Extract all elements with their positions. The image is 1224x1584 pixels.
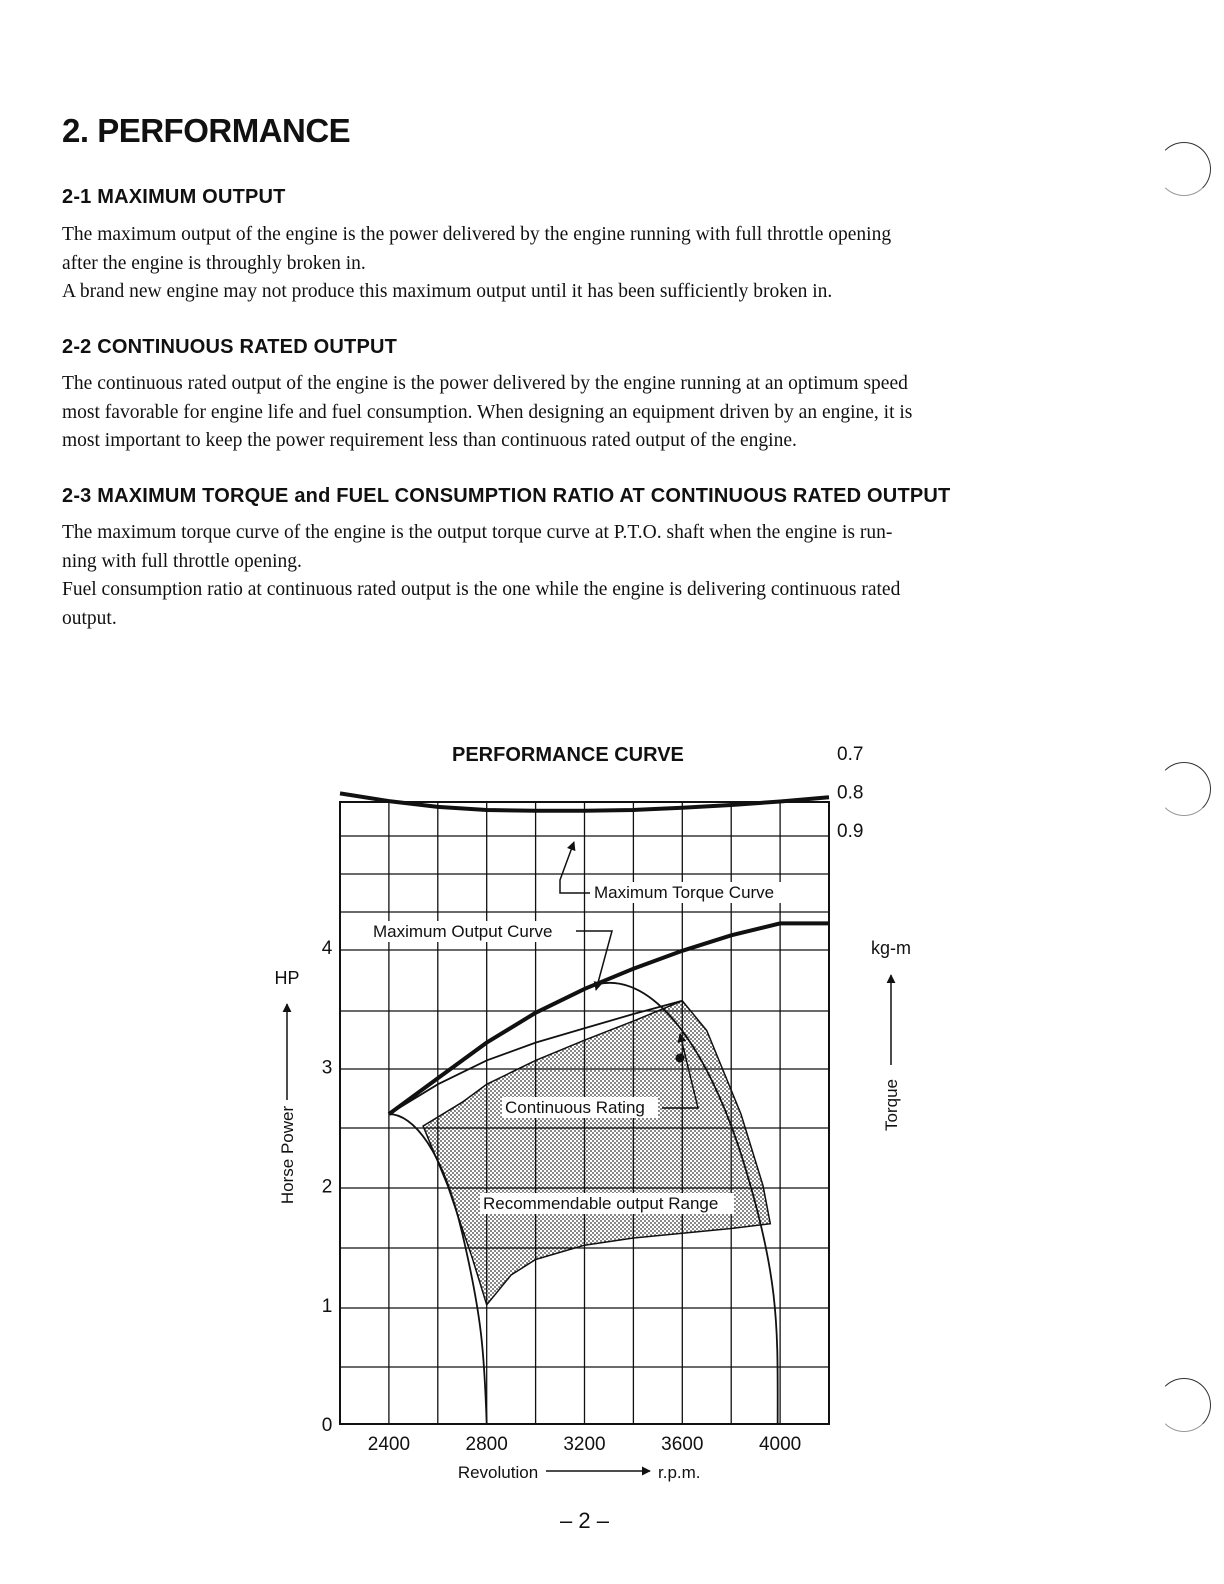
annotation-arrow-torque	[560, 842, 590, 893]
continuous-rating-point	[676, 1054, 685, 1063]
text-line: after the engine is throughly broken in.	[62, 252, 366, 274]
x-axis-label: Revolution	[457, 1463, 539, 1482]
text-line: output.	[62, 607, 117, 629]
y-left-tick-label: 1	[321, 1295, 333, 1317]
x-tick-label: 3200	[563, 1434, 606, 1455]
y-right-tick-label: 0.8	[837, 782, 864, 804]
y-right-tick-label: 0.9	[837, 821, 864, 842]
y-left-axis-label: Horse Power	[278, 1105, 297, 1205]
annotation-maximum-torque-curve: Maximum Torque Curve	[594, 883, 775, 902]
section-heading-maximum-output: 2-1 MAXIMUM OUTPUT	[62, 186, 286, 208]
text-line: most favorable for engine life and fuel consumption. When designing an equipment driven by an engine, it is	[62, 401, 913, 423]
y-right-unit: kg-m	[871, 938, 911, 958]
text-line: ning with full throttle opening.	[62, 550, 302, 572]
annotation-continuous-rating: Continuous Rating	[505, 1098, 645, 1117]
y-left-tick-label: 4	[321, 938, 333, 960]
page-number: – 2 –	[560, 1508, 609, 1533]
recommendable-range-area	[423, 1001, 770, 1305]
y-left-tick-label: 0	[321, 1415, 333, 1436]
y-left-tick-label: 2	[321, 1176, 333, 1198]
text-line: The maximum torque curve of the engine is the output torque curve at P.T.O. shaft when the engine is run-	[62, 522, 893, 543]
chart-title: PERFORMANCE CURVE	[452, 744, 684, 766]
text-line: A brand new engine may not produce this maximum output until it has been sufficiently broken in.	[62, 281, 833, 302]
x-tick-label: 4000	[758, 1434, 802, 1455]
text-line: Fuel consumption ratio at continuous rated output is the one while the engine is delivering continuous rated	[62, 579, 901, 600]
text-line: The continuous rated output of the engine is the power delivered by the engine running at an optimum speed	[62, 373, 908, 394]
y-right-axis-label: Torque	[882, 1079, 901, 1131]
annotation-maximum-output-curve: Maximum Output Curve	[373, 922, 553, 941]
annotation-recommendable-range: Recommendable output Range	[483, 1194, 719, 1213]
text-line: most important to keep the power requirement less than continuous rated output of the engine.	[62, 430, 797, 451]
x-tick-label: 3600	[661, 1434, 704, 1455]
x-axis-unit: r.p.m.	[658, 1463, 701, 1482]
y-left-unit: HP	[274, 968, 300, 988]
section-heading-continuous-rated-output: 2-2 CONTINUOUS RATED OUTPUT	[62, 336, 398, 358]
x-tick-label: 2400	[367, 1434, 411, 1455]
section-heading-maximum-torque: 2-3 MAXIMUM TORQUE and FUEL CONSUMPTION RATIO AT CONTINUOUS RATED OUTPUT	[62, 485, 951, 507]
x-tick-label: 2800	[465, 1434, 508, 1455]
text-line: The maximum output of the engine is the power delivered by the engine running with full throttle opening	[62, 224, 892, 245]
y-left-tick-label: 3	[321, 1057, 333, 1079]
y-right-tick-label: 0.7	[837, 744, 864, 765]
page-title: 2. PERFORMANCE	[62, 112, 351, 149]
